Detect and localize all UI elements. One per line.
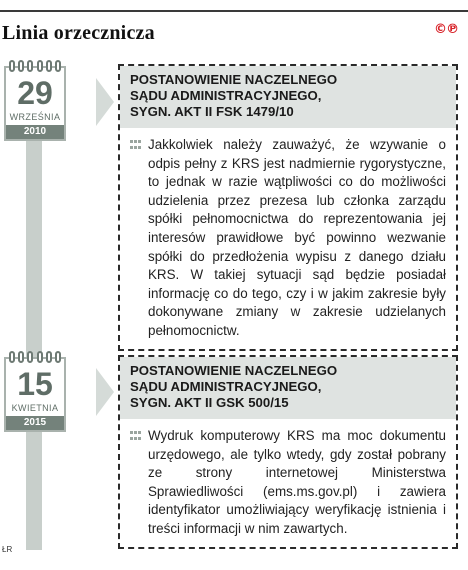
ruling-body bbox=[120, 128, 456, 349]
calendar-rings-icon bbox=[9, 351, 61, 363]
ruling-heading: POSTANOWIENIE NACZELNEGO SĄDU ADMINISTRACYJNEGO, SYGN. AKT II FSK 1479/10 bbox=[120, 66, 456, 128]
date-day: 29 bbox=[17, 75, 53, 111]
calendar-date-2 bbox=[4, 357, 66, 432]
top-rule bbox=[0, 10, 468, 12]
calendar-date-1 bbox=[4, 66, 66, 141]
ruling-card-2 bbox=[118, 355, 458, 549]
grid-bullet-icon bbox=[130, 431, 142, 441]
ruling-text: Wydruk komputerowy KRS ma moc dokumentu urzędowego, ale tylko wtedy, gdy został pobrany ze strony internetowej Ministerstwa Sprawiedliwości (ems.ms.gov.pl) i zawiera identyfikator umożliwiający weryfikację istnienia i treści informacji w nim zawartych. bbox=[148, 428, 446, 536]
timeline-bar bbox=[26, 75, 42, 550]
date-year: 2015 bbox=[6, 416, 64, 430]
pointer-arrow bbox=[96, 78, 114, 126]
credit-mark: ŁR bbox=[2, 545, 13, 554]
pointer-arrow bbox=[96, 368, 114, 416]
date-month: KWIETNIA bbox=[11, 403, 59, 413]
ruling-body bbox=[120, 419, 456, 547]
copyright-logo: ©℗ bbox=[434, 22, 458, 37]
date-year: 2010 bbox=[6, 125, 64, 139]
ruling-heading: POSTANOWIENIE NACZELNEGO SĄDU ADMINISTRACYJNEGO, SYGN. AKT II GSK 500/15 bbox=[120, 357, 456, 419]
ruling-text: Jakkolwiek należy zauważyć, że wzywanie o odpis pełny z KRS jest nadmiernie rygorystyczne, to jednak w razie wątpliwości co do możliwości udzielenia przez prezesa lub członka zarządu spółki pełnomocnictwa do reprezentowania jej interesów prawidłowe być powinno wezwanie spółki do przedłożenia wypisu z danego działu KRS. W takiej sytuacji sąd będzie posiadał informację co do tego, czy i w jakim zakresie były dokonywane zmiany w zakresie udzielanych pełnomocnictw. bbox=[148, 137, 446, 338]
calendar-rings-icon bbox=[9, 60, 61, 72]
date-day: 15 bbox=[17, 366, 53, 402]
grid-bullet-icon bbox=[130, 140, 142, 150]
date-month: WRZEŚNIA bbox=[9, 112, 61, 122]
ruling-card-1 bbox=[118, 64, 458, 351]
page-title: Linia orzecznicza bbox=[2, 22, 155, 44]
